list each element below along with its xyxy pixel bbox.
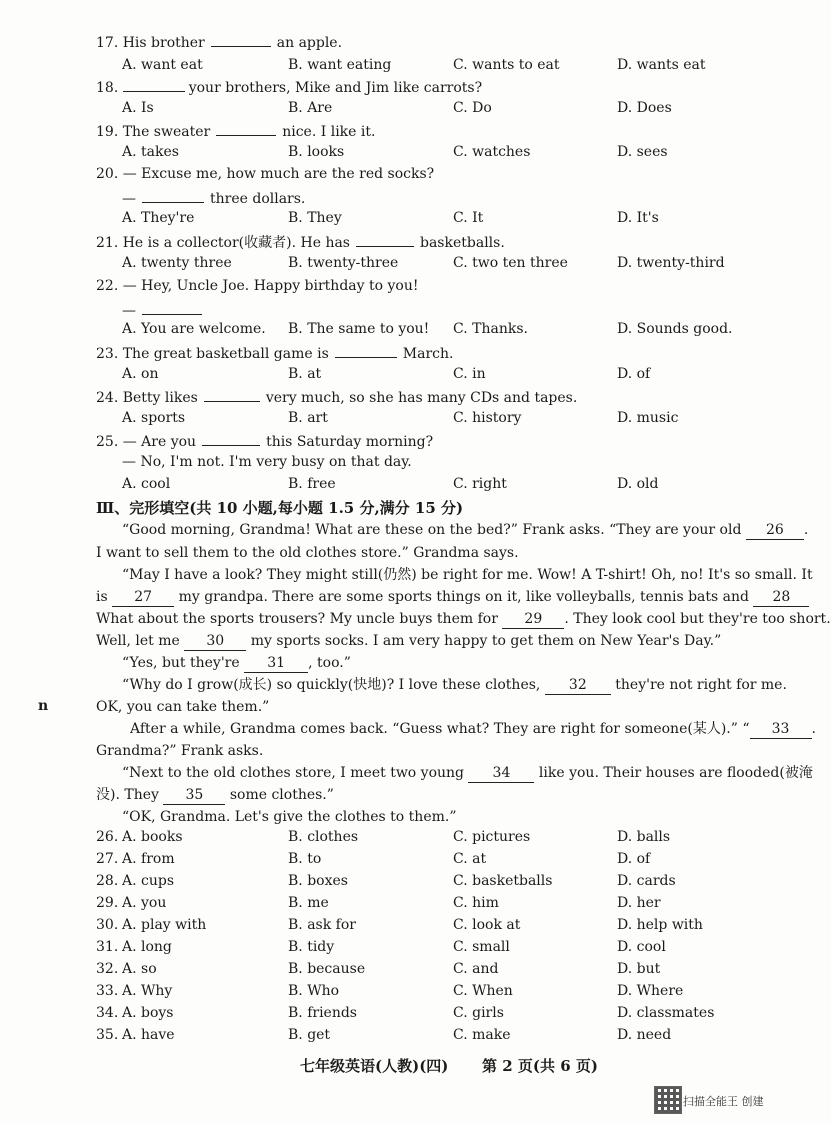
question-stem (96, 387, 577, 407)
cloze-blank: 32 (545, 676, 611, 695)
answer-option: A. on (122, 366, 159, 382)
passage-text: Grandma?” Frank asks. (96, 743, 264, 759)
question-number: 32. (96, 961, 119, 977)
answer-option: D. classmates (617, 1005, 715, 1021)
section-title: Ⅲ、完形填空(共 10 小题,每小题 1.5 分,满分 15 分) (96, 499, 464, 517)
answer-option: B. art (288, 410, 328, 426)
answer-option: A. sports (122, 410, 186, 426)
cloze-blank: 27 (112, 588, 174, 607)
footer-subject: 七年级英语(人教)(四) (300, 1057, 449, 1075)
question-number: 24. (96, 390, 119, 406)
answer-option: D. but (617, 961, 661, 977)
question-number: 26. (96, 829, 119, 845)
answer-option: B. free (288, 476, 336, 492)
answer-option: C. in (453, 366, 486, 382)
passage-line (96, 632, 756, 651)
question-dialog-line (122, 188, 305, 208)
answer-option: C. two ten three (453, 255, 568, 271)
answer-option: A. from (122, 851, 175, 867)
stem-text: an apple. (276, 35, 343, 51)
passage-text: “Why do I grow(成长) so quickly(快地)? I love these clothes, (122, 677, 545, 693)
question-stem (96, 277, 418, 295)
passage-line (96, 544, 756, 562)
stem-text: March. (402, 346, 454, 362)
answer-option: A. long (122, 939, 172, 955)
passage-text: I want to sell them to the old clothes store.” Grandma says. (96, 545, 519, 561)
answer-option: B. boxes (288, 873, 348, 889)
answer-option: A. have (122, 1027, 175, 1043)
answer-option: D. balls (617, 829, 671, 845)
answer-option: A. you (122, 895, 167, 911)
passage-text: “Next to the old clothes store, I meet two young (122, 765, 469, 781)
passage-line (122, 521, 809, 540)
question-stem (96, 431, 433, 451)
answer-option: C. When (453, 983, 513, 999)
answer-option: D. Does (617, 100, 672, 116)
answer-option: D. help with (617, 917, 703, 933)
margin-mark: n (38, 698, 49, 714)
passage-line (96, 786, 756, 805)
passage-text: After a while, Grandma comes back. “Guess what? They are right for someone(某人).” “ (130, 721, 750, 737)
answer-option: A. want eat (122, 57, 203, 73)
passage-text: OK, you can take them.” (96, 699, 270, 715)
question-number: 23. (96, 346, 119, 362)
stem-text: The great basketball game is (122, 346, 329, 362)
question-stem (96, 32, 342, 52)
passage-line (122, 764, 813, 783)
stem-text: very much, so she has many CDs and tapes. (265, 390, 578, 406)
passage-text: , too.” (308, 655, 351, 671)
passage-text: my grandpa. There are some sports things on it, like volleyballs, tennis bats and (174, 589, 754, 605)
answer-option: B. ask for (288, 917, 356, 933)
answer-option: D. of (617, 366, 651, 382)
cloze-blank: 34 (468, 764, 534, 783)
passage-text: is (96, 589, 113, 605)
answer-option: C. It (453, 210, 484, 226)
passage-text: What about the sports trousers? My uncle buys them for (96, 611, 503, 627)
answer-option: C. and (453, 961, 499, 977)
answer-option: B. The same to you! (288, 321, 430, 337)
question-stem (96, 77, 482, 97)
answer-option: B. me (288, 895, 329, 911)
question-dialog-line (122, 300, 208, 320)
dialog-text: — No, I'm not. I'm very busy on that day. (122, 454, 412, 470)
answer-option: A. boys (122, 1005, 174, 1021)
question-number: 19. (96, 124, 119, 140)
question-number: 21. (96, 235, 119, 251)
cloze-blank: 33 (750, 720, 812, 739)
answer-blank (216, 121, 276, 136)
answer-option: A. cups (122, 873, 175, 889)
answer-blank (202, 431, 260, 446)
answer-option: D. wants eat (617, 57, 706, 73)
stem-text: Betty likes (122, 390, 198, 406)
passage-text: 没). They (96, 787, 164, 803)
answer-option: C. make (453, 1027, 511, 1043)
answer-option: C. basketballs (453, 873, 553, 889)
answer-option: A. They're (122, 210, 195, 226)
answer-option: B. want eating (288, 57, 392, 73)
stem-text: your brothers, Mike and Jim like carrots? (188, 80, 483, 96)
answer-option: B. because (288, 961, 366, 977)
stem-text: — Are you (122, 434, 197, 450)
qr-code-icon (654, 1086, 682, 1114)
answer-option: D. sees (617, 144, 668, 160)
dialog-text: three dollars. (210, 191, 306, 207)
passage-line (96, 742, 756, 760)
question-stem (96, 165, 434, 183)
scanner-watermark: 扫描全能王 创建 (683, 1095, 764, 1108)
answer-option: C. at (453, 851, 487, 867)
question-dialog-line (122, 453, 412, 471)
question-number: 29. (96, 895, 119, 911)
question-number: 30. (96, 917, 119, 933)
answer-option: B. to (288, 851, 322, 867)
stem-text: He is a collector(收藏者). He has (122, 235, 350, 251)
answer-option: B. Are (288, 100, 333, 116)
answer-option: A. books (122, 829, 183, 845)
answer-option: D. need (617, 1027, 672, 1043)
answer-option: C. history (453, 410, 522, 426)
answer-blank (335, 343, 397, 358)
answer-option: C. look at (453, 917, 521, 933)
answer-option: B. looks (288, 144, 345, 160)
answer-option: C. pictures (453, 829, 531, 845)
dialog-text: — (122, 303, 136, 319)
cloze-blank: 30 (184, 632, 246, 651)
stem-text: this Saturday morning? (266, 434, 434, 450)
passage-line (130, 720, 816, 739)
dialog-text: — (122, 191, 136, 207)
answer-option: A. twenty three (122, 255, 232, 271)
answer-option: B. They (288, 210, 342, 226)
passage-text: “May I have a look? They might still(仍然) be right for me. Wow! A T-shirt! Oh, no! It's so small. It (122, 567, 813, 583)
answer-option: D. twenty-third (617, 255, 725, 271)
answer-option: D. cards (617, 873, 676, 889)
stem-text: — Hey, Uncle Joe. Happy birthday to you! (122, 278, 419, 294)
answer-option: A. play with (122, 917, 207, 933)
answer-option: D. old (617, 476, 659, 492)
passage-line (122, 808, 756, 826)
stem-text: His brother (122, 35, 205, 51)
question-number: 25. (96, 434, 119, 450)
answer-option: D. her (617, 895, 661, 911)
answer-option: C. wants to eat (453, 57, 560, 73)
answer-option: D. of (617, 851, 651, 867)
passage-text: . (811, 721, 816, 737)
answer-option: C. him (453, 895, 499, 911)
answer-option: B. at (288, 366, 322, 382)
passage-line (122, 654, 756, 673)
question-number: 18. (96, 80, 119, 96)
answer-option: D. It's (617, 210, 659, 226)
answer-option: B. get (288, 1027, 331, 1043)
question-number: 20. (96, 166, 119, 182)
question-stem (96, 232, 505, 252)
passage-text: . They look cool but they're too short. (564, 611, 831, 627)
passage-text: “OK, Grandma. Let's give the clothes to them.” (122, 809, 457, 825)
answer-blank (142, 188, 204, 203)
question-number: 35. (96, 1027, 119, 1043)
question-number: 34. (96, 1005, 119, 1021)
answer-option: C. Thanks. (453, 321, 528, 337)
answer-blank (123, 77, 185, 92)
answer-option: B. Who (288, 983, 340, 999)
question-number: 31. (96, 939, 119, 955)
answer-blank (356, 232, 414, 247)
answer-blank (211, 32, 271, 47)
cloze-blank: 29 (502, 610, 564, 629)
answer-option: A. Is (122, 100, 154, 116)
passage-line (96, 588, 791, 607)
passage-line (122, 676, 787, 695)
answer-blank (142, 300, 202, 315)
answer-option: A. takes (122, 144, 179, 160)
cloze-blank: 35 (163, 786, 225, 805)
answer-option: B. tidy (288, 939, 335, 955)
answer-option: B. friends (288, 1005, 357, 1021)
passage-line (122, 566, 813, 584)
passage-text: like you. Their houses are flooded(被淹 (534, 765, 813, 781)
answer-option: B. clothes (288, 829, 359, 845)
stem-text: nice. I like it. (282, 124, 376, 140)
stem-text: basketballs. (420, 235, 505, 251)
answer-option: C. small (453, 939, 510, 955)
answer-option: C. right (453, 476, 507, 492)
answer-option: A. so (122, 961, 157, 977)
stem-text: — Excuse me, how much are the red socks? (122, 166, 435, 182)
passage-line (96, 698, 756, 716)
question-stem (96, 343, 453, 363)
answer-blank (204, 387, 260, 402)
answer-option: A. cool (122, 476, 171, 492)
answer-option: D. Sounds good. (617, 321, 733, 337)
answer-option: C. watches (453, 144, 531, 160)
passage-text: they're not right for me. (610, 677, 787, 693)
passage-text: “Good morning, Grandma! What are these on the bed?” Frank asks. “They are your old (122, 522, 746, 538)
question-number: 27. (96, 851, 119, 867)
passage-text: “Yes, but they're (122, 655, 245, 671)
passage-line (96, 610, 831, 629)
answer-option: D. music (617, 410, 679, 426)
question-number: 28. (96, 873, 119, 889)
cloze-blank: 26 (746, 521, 804, 540)
answer-option: D. cool (617, 939, 666, 955)
cloze-blank: 31 (244, 654, 308, 673)
passage-text: Well, let me (96, 633, 185, 649)
question-number: 33. (96, 983, 119, 999)
question-stem (96, 121, 375, 141)
question-number: 17. (96, 35, 119, 51)
answer-option: A. Why (122, 983, 173, 999)
answer-option: B. twenty-three (288, 255, 399, 271)
answer-option: C. girls (453, 1005, 504, 1021)
question-number: 22. (96, 278, 119, 294)
passage-text: my sports socks. I am very happy to get them on New Year's Day.” (246, 633, 722, 649)
stem-text: The sweater (122, 124, 211, 140)
cloze-blank: 28 (753, 588, 809, 607)
answer-option: D. Where (617, 983, 684, 999)
answer-option: C. Do (453, 100, 492, 116)
passage-text: some clothes.” (225, 787, 334, 803)
footer-page-number: 第 2 页(共 6 页) (482, 1057, 598, 1075)
answer-option: A. You are welcome. (122, 321, 266, 337)
passage-text: . (803, 522, 809, 538)
